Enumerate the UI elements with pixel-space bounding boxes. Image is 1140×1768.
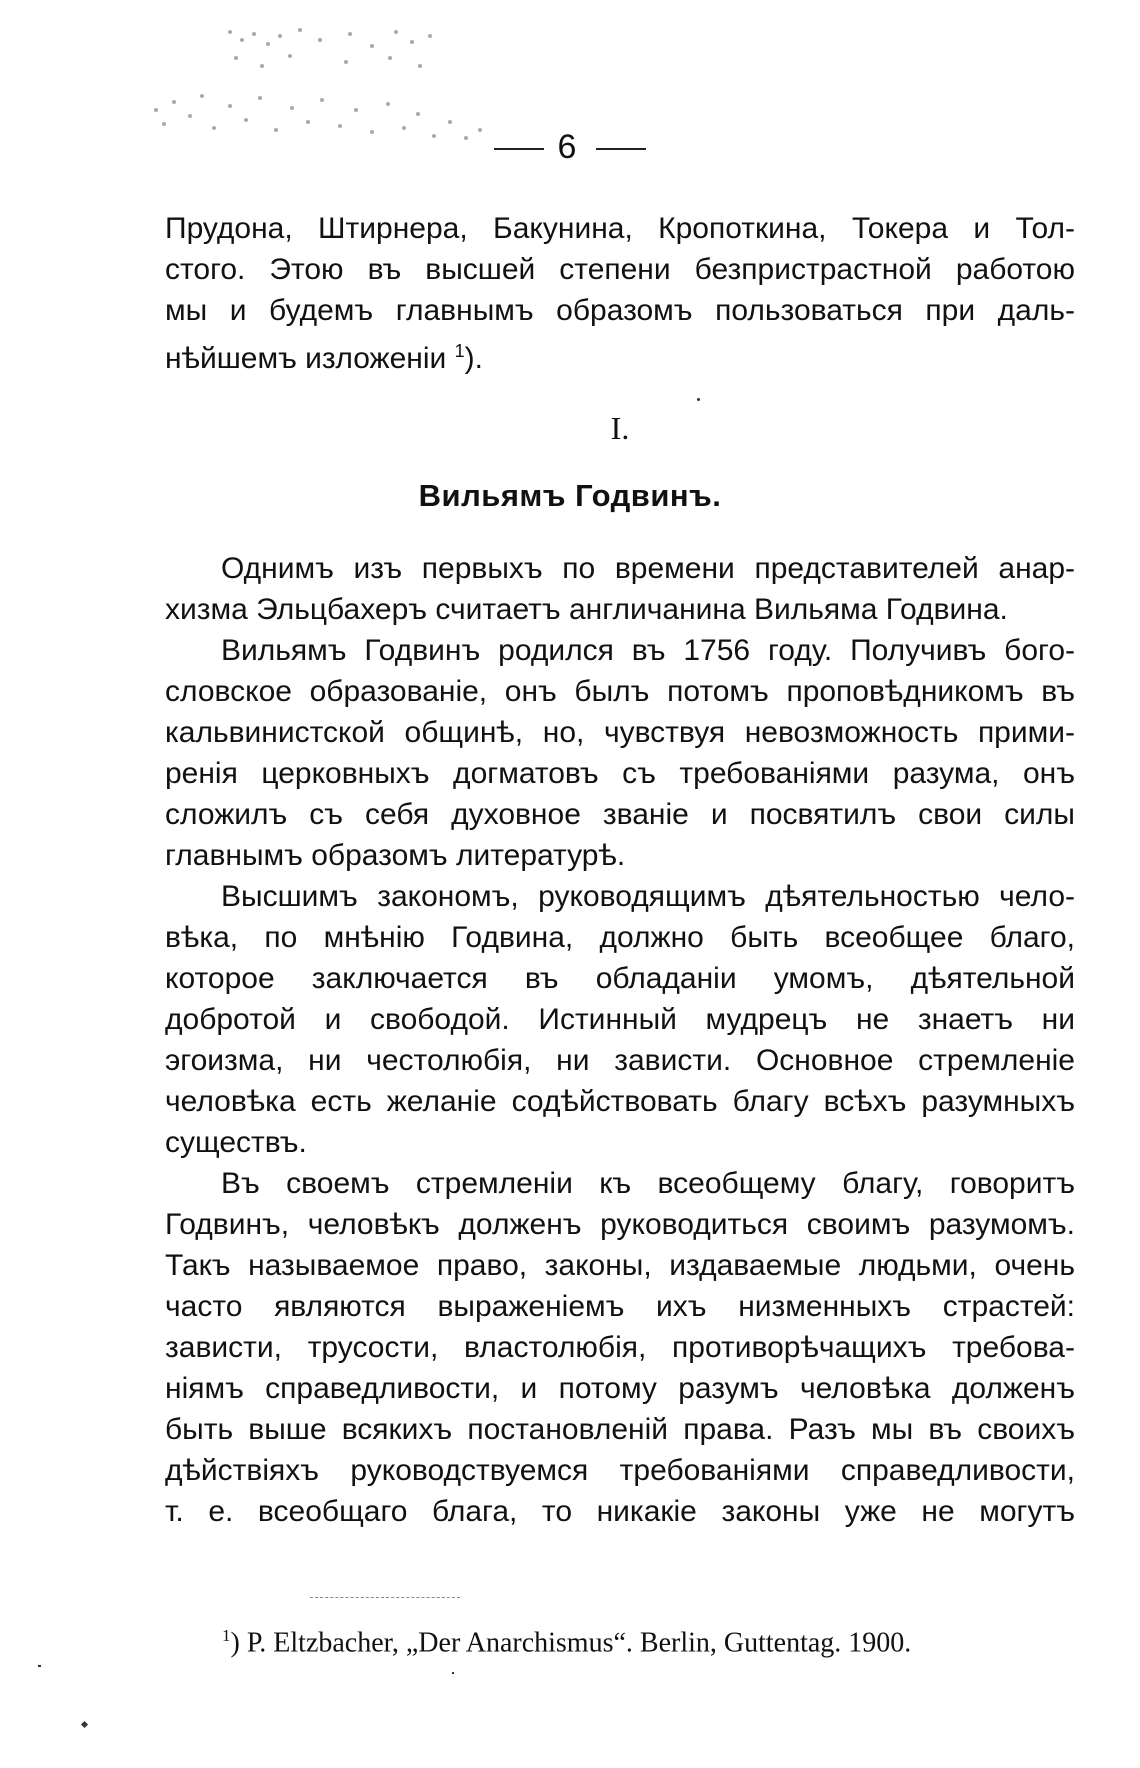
text-line: Высшимъ закономъ, руководящимъ дѣятельностью чело- bbox=[221, 880, 1075, 913]
text-line: мы и будемъ главнымъ образомъ пользоваться при даль- bbox=[165, 294, 1075, 327]
text-line: часто являются выраженіемъ ихъ низменныхъ страстей: bbox=[165, 1290, 1075, 1323]
scan-speck bbox=[38, 1665, 41, 1667]
footnote-marker: 1 bbox=[222, 1626, 231, 1645]
text-line: т. е. всеобщаго блага, то никакіе законы уже не могутъ bbox=[165, 1495, 1075, 1528]
text-line: Вильямъ Годвинъ родился въ 1756 году. Получивъ бого- bbox=[221, 634, 1075, 667]
text-line: вѣка, по мнѣнію Годвина, должно быть всеобщее благо, bbox=[165, 921, 1075, 954]
text-line: главнымъ образомъ литературѣ. bbox=[165, 839, 626, 872]
text-line: сложилъ съ себя духовное званіе и посвятилъ свои силы bbox=[165, 798, 1075, 831]
dash-right bbox=[596, 148, 646, 150]
text-line: словское образованіе, онъ былъ потомъ проповѣдникомъ въ bbox=[165, 675, 1075, 708]
page-number bbox=[0, 128, 1140, 167]
text-line: Прудона, Штирнера, Бакунина, Кропоткина, Токера и Тол- bbox=[165, 212, 1075, 245]
section-number: I. bbox=[610, 410, 630, 446]
section-title: Вильямъ Годвинъ. bbox=[418, 478, 722, 513]
text-line: существъ. bbox=[165, 1126, 307, 1159]
text-line: быть выше всякихъ постановленій права. Разъ мы въ своихъ bbox=[165, 1413, 1075, 1446]
text-line: Въ своемъ стремленіи къ всеобщему благу, говоритъ bbox=[221, 1167, 1075, 1200]
text-line: которое заключается въ обладаніи умомъ, дѣятельной bbox=[165, 962, 1075, 995]
text-line: стого. Этою въ высшей степени безпристрастной работою bbox=[165, 253, 1075, 286]
text-line: человѣка есть желаніе содѣйствовать благу всѣхъ разумныхъ bbox=[165, 1085, 1075, 1118]
scan-speck bbox=[452, 1672, 454, 1674]
text-line: ренія церковныхъ догматовъ съ требованіями разума, онъ bbox=[165, 757, 1075, 790]
text-line: эгоизма, ни честолюбія, ни зависти. Основное стремленіе bbox=[165, 1044, 1075, 1077]
footnote-text: ) P. Eltzbacher, „Der Anarchismus“. Berlin, Guttentag. 1900. bbox=[230, 1627, 912, 1659]
text-line: кальвинистской общинѣ, но, чувствуя невозможность прими- bbox=[165, 716, 1075, 749]
text-line: Однимъ изъ первыхъ по времени представителей анар- bbox=[221, 552, 1075, 585]
page-number-value: 6 bbox=[557, 128, 583, 166]
text-line: ніямъ справедливости, и потому разумъ человѣка долженъ bbox=[165, 1372, 1075, 1405]
text-line: добротой и свободой. Истинный мудрецъ не знаетъ ни bbox=[165, 1003, 1075, 1036]
scan-speck bbox=[697, 398, 700, 401]
text-line: Годвинъ, человѣкъ долженъ руководиться своимъ разумомъ. bbox=[165, 1208, 1075, 1241]
footnote-reference: 1 bbox=[454, 341, 465, 361]
text-line: Такъ называемое право, законы, издаваемые людьми, очень bbox=[165, 1249, 1075, 1282]
text-line bbox=[165, 331, 1075, 375]
text-fragment: нѣйшемъ изложеніи bbox=[165, 342, 447, 375]
text-line: хизма Эльцбахеръ считаетъ англичанина Вильяма Годвина. bbox=[165, 593, 1008, 626]
body-text bbox=[165, 548, 1075, 1532]
paragraph-1 bbox=[165, 208, 1075, 375]
text-line: дѣйствіяхъ руководствуемся требованіями справедливости, bbox=[165, 1454, 1075, 1487]
text-fragment: ). bbox=[464, 342, 483, 375]
dash-left bbox=[494, 148, 544, 150]
footnote-separator bbox=[310, 1597, 460, 1598]
text-line: зависти, трусости, властолюбія, противорѣчащихъ требова- bbox=[165, 1331, 1075, 1364]
scan-speck bbox=[81, 1721, 88, 1728]
footnote bbox=[222, 1626, 911, 1659]
